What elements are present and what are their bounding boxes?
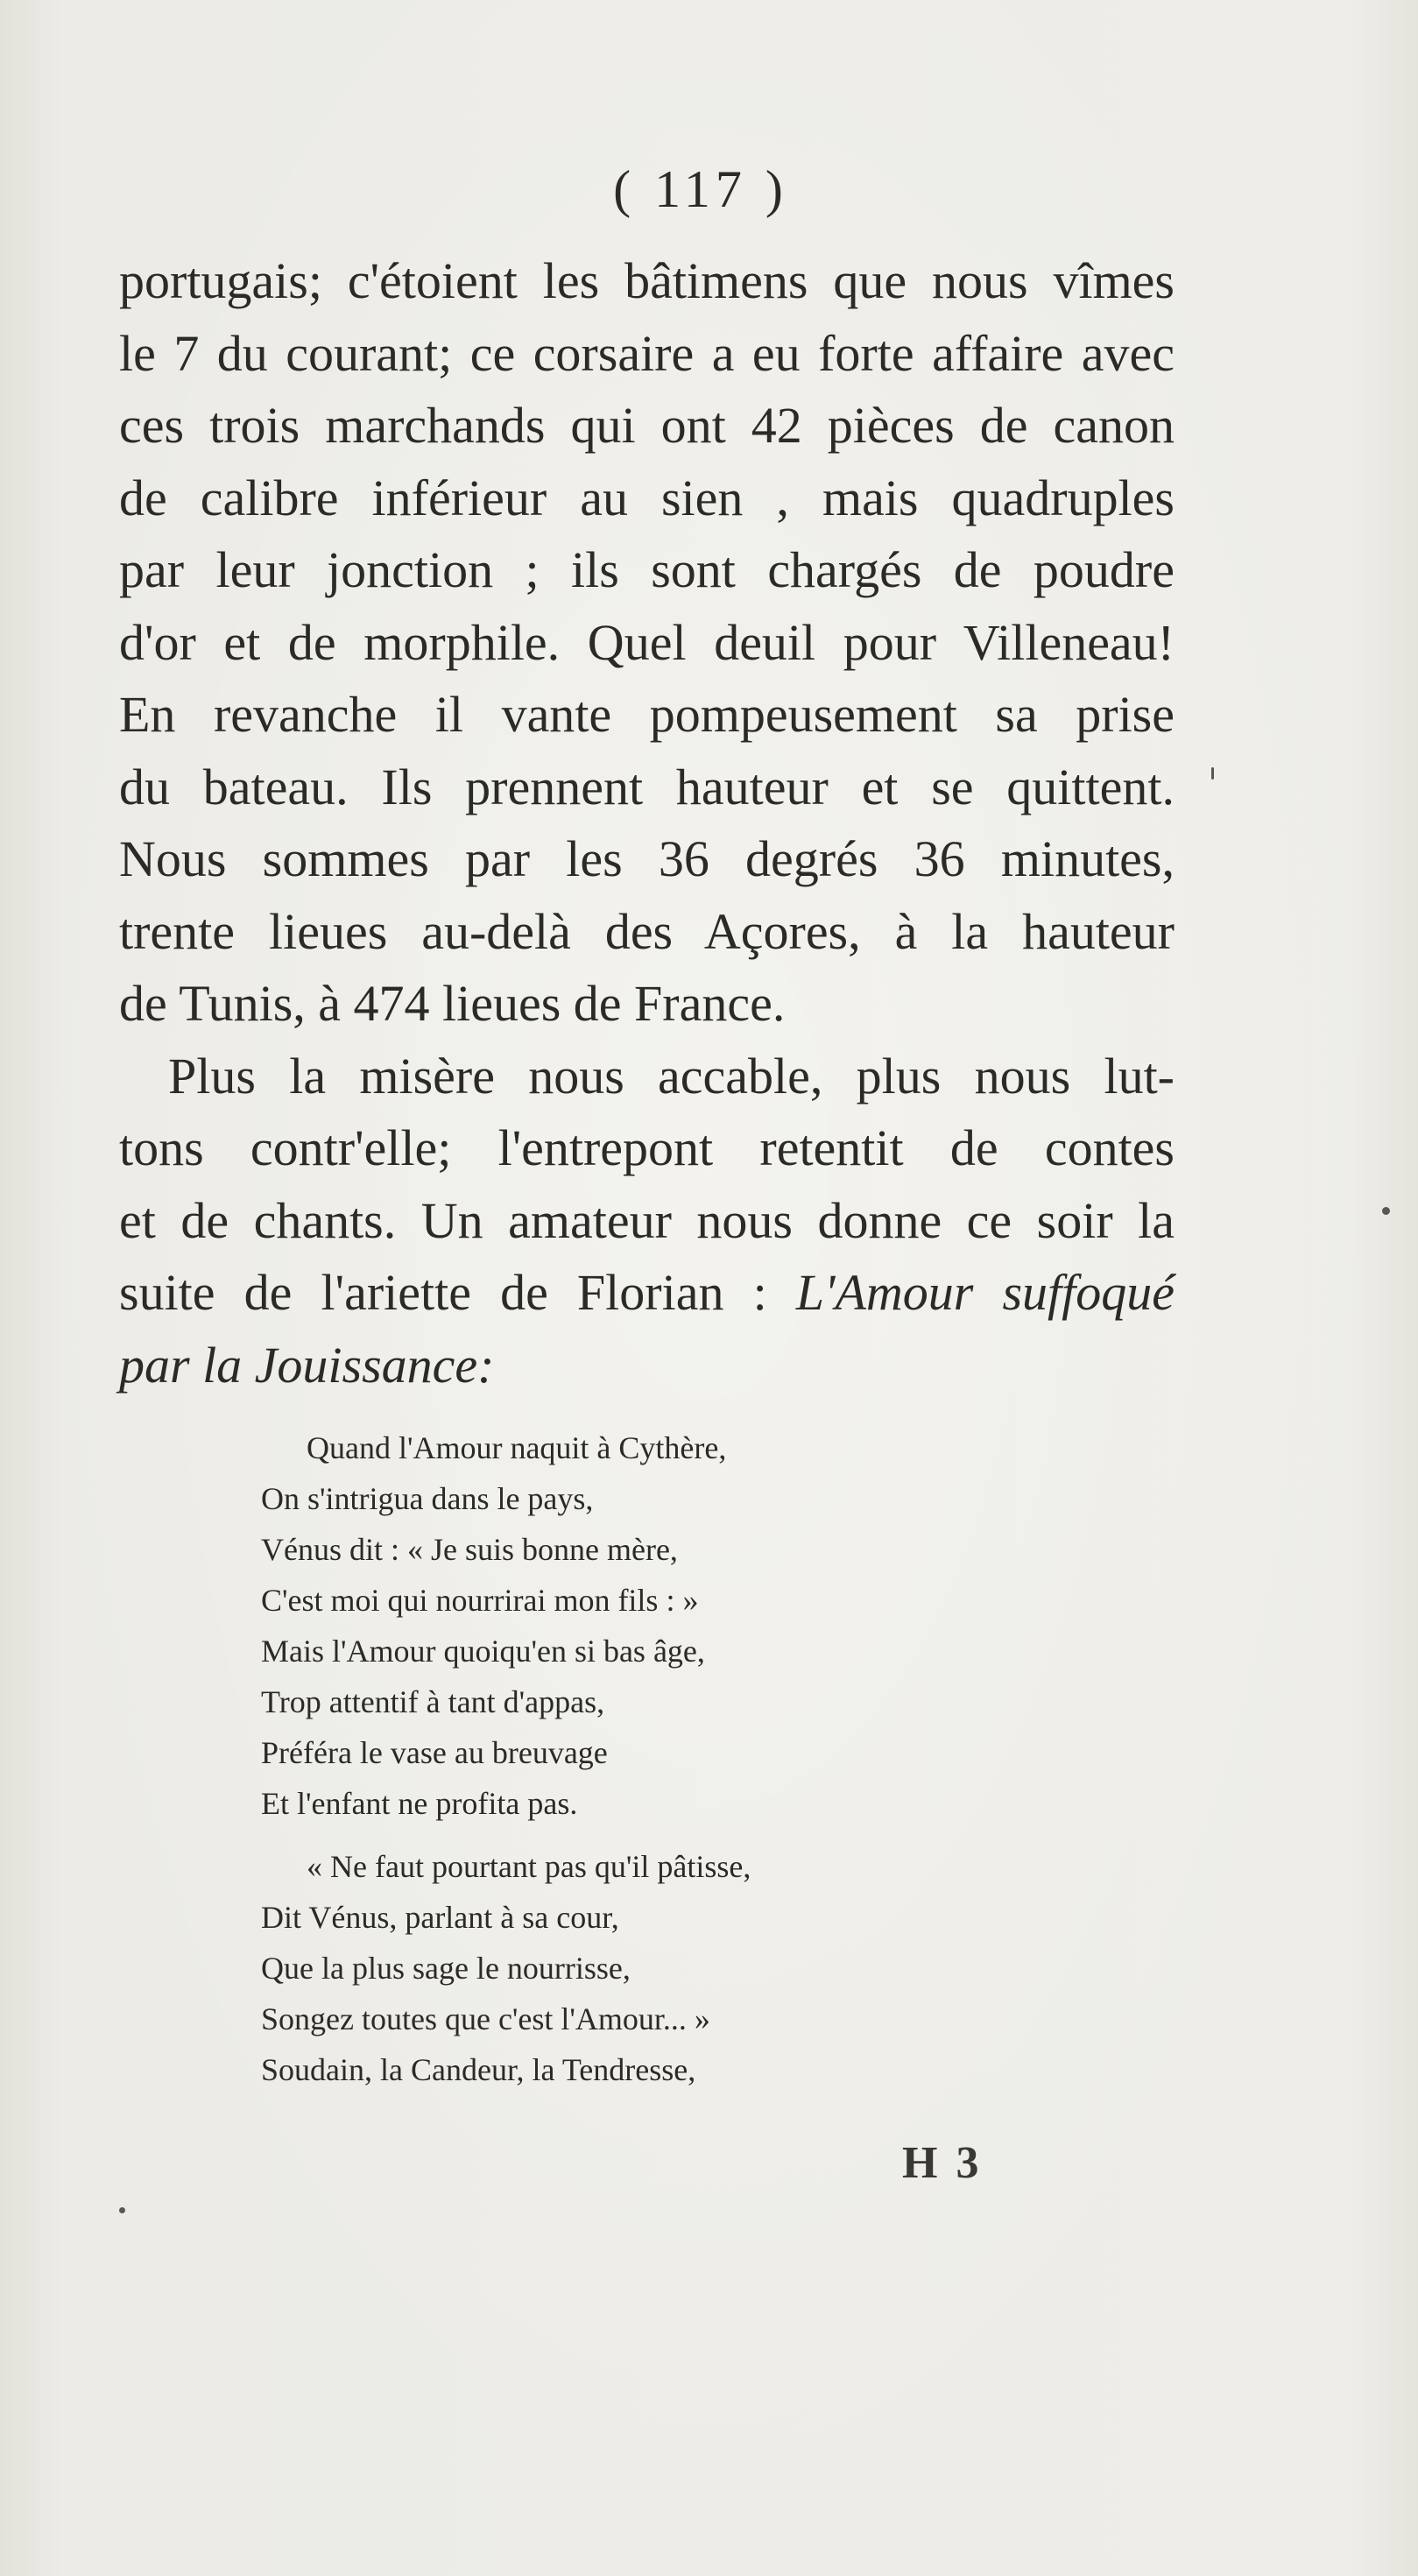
text-line: portugais; c'étoient les bâtimens que nous vîmes [119, 252, 1175, 309]
text-line-with-title [119, 1257, 1175, 1330]
signature-mark: H 3 [902, 2138, 983, 2188]
verse-line: Vénus dit : « Je suis bonne mère, [261, 1532, 678, 1567]
prose-text [119, 245, 1175, 1401]
text-line: le 7 du courant; ce corsaire a eu forte affaire avec [119, 324, 1175, 382]
text-line: trente lieues au-delà des Açores, à la hauteur [119, 902, 1175, 960]
stanza-gap [261, 1829, 979, 1841]
text-line: et de chants. Un amateur nous donne ce soir la [119, 1191, 1175, 1249]
text-line: d'or et de morphile. Quel deuil pour Villeneau! [119, 613, 1175, 671]
verse-line: Dit Vénus, parlant à sa cour, [261, 1900, 619, 1935]
verse-line: Soudain, la Candeur, la Tendresse, [261, 2052, 696, 2087]
text-line: tons contr'elle; l'entrepont retentit de contes [119, 1119, 1175, 1176]
verse-block [261, 1422, 979, 2095]
ariette-title-cont: par la Jouissance: [119, 1336, 495, 1394]
verse-line: Mais l'Amour quoiqu'en si bas âge, [261, 1634, 705, 1669]
verse-line: On s'intrigua dans le pays, [261, 1481, 594, 1516]
paper-speck [1382, 1207, 1390, 1215]
paper-speck [119, 2207, 125, 2213]
ariette-title: L'Amour suffoqué [795, 1264, 1175, 1321]
text-line-start: suite de l'ariette de Florian : [119, 1264, 767, 1321]
page-number: ( 117 ) [613, 160, 788, 218]
verse-line: Songez toutes que c'est l'Amour... » [261, 2001, 710, 2036]
text-line: En revanche il vante pompeusement sa prise [119, 686, 1175, 743]
verse-line: Et l'enfant ne profita pas. [261, 1786, 578, 1821]
text-line: de Tunis, à 474 lieues de France. [119, 975, 786, 1032]
text-line: Plus la misère nous accable, plus nous lut- [168, 1047, 1175, 1105]
text-line [119, 1330, 1175, 1402]
text-line: par leur jonction ; ils sont chargés de poudre [119, 541, 1175, 598]
text-line: de calibre inférieur au sien , mais quadruples [119, 469, 1175, 526]
verse-line: Quand l'Amour naquit à Cythère, [307, 1430, 727, 1465]
verse-line: Que la plus sage le nourrisse, [261, 1951, 631, 1986]
text-line: ces trois marchands qui ont 42 pièces de canon [119, 397, 1175, 454]
text-line: Nous sommes par les 36 degrés 36 minutes, [119, 830, 1175, 887]
paper-speck [1211, 767, 1214, 780]
verse-line: Trop attentif à tant d'appas, [261, 1684, 605, 1719]
verse-line: C'est moi qui nourrirai mon fils : » [261, 1583, 699, 1618]
verse-line: « Ne faut pourtant pas qu'il pâtisse, [307, 1849, 751, 1884]
verse-line: Préféra le vase au breuvage [261, 1735, 608, 1770]
text-line: du bateau. Ils prennent hauteur et se quittent. [119, 758, 1175, 815]
